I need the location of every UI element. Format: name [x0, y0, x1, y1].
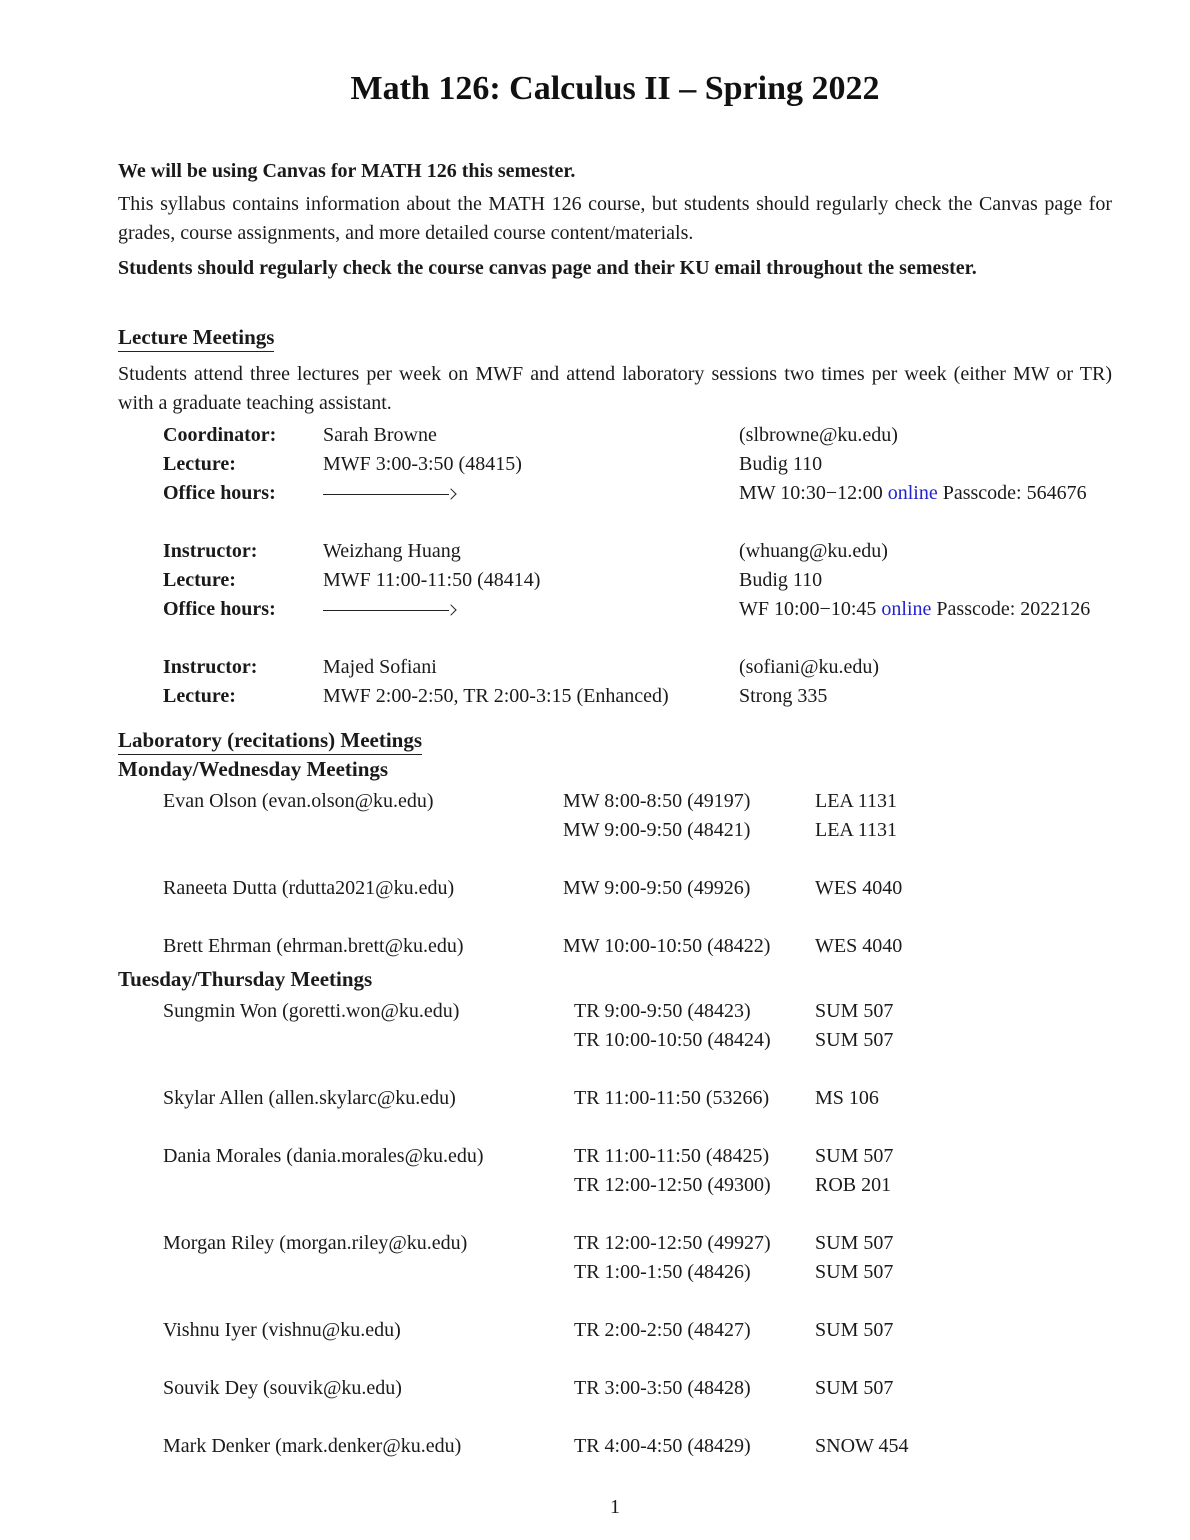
office-hours-line	[739, 598, 1090, 621]
lab-room: SUM 507	[815, 1319, 894, 1341]
lab-room: MS 106	[815, 1087, 879, 1109]
tr-heading: Tuesday/Thursday Meetings	[118, 967, 373, 991]
lab-time: TR 11:00-11:50 (53266)	[574, 1087, 770, 1109]
lab-ta: Mark Denker (mark.denker@ku.edu)	[163, 1435, 462, 1457]
right-arrow-icon	[323, 482, 455, 505]
staff-email[interactable]: (slbrowne@ku.edu)	[739, 424, 898, 446]
lab-room: SUM 507	[815, 1029, 894, 1051]
lab-room: SUM 507	[815, 1377, 894, 1399]
lab-room: LEA 1131	[815, 819, 898, 841]
lecture-description: Students attend three lectures per week on MWF and attend laboratory sessions two times per week (either MW or TR) with a graduate teaching assistant.	[118, 363, 1112, 414]
role-label: Instructor:	[163, 540, 258, 562]
lab-time: MW 8:00-8:50 (49197)	[563, 790, 751, 812]
lab-room: SUM 507	[815, 1232, 894, 1254]
lab-ta: Evan Olson (evan.olson@ku.edu)	[163, 790, 434, 812]
office-hours-label: Office hours:	[163, 598, 276, 620]
lecture-room: Strong 335	[739, 685, 828, 707]
passcode: Passcode: 564676	[942, 482, 1087, 504]
lab-room: SUM 507	[815, 1000, 894, 1022]
lab-room: ROB 201	[815, 1174, 892, 1196]
lab-time: TR 1:00-1:50 (48426)	[574, 1261, 751, 1283]
lab-time: MW 10:00-10:50 (48422)	[563, 935, 771, 957]
lab-time: TR 11:00-11:50 (48425)	[574, 1145, 770, 1167]
office-hours-time: MW 10:30−12:00	[739, 482, 883, 504]
lab-room: LEA 1131	[815, 790, 898, 812]
lab-ta: Raneeta Dutta (rdutta2021@ku.edu)	[163, 877, 455, 899]
lab-ta: Sungmin Won (goretti.won@ku.edu)	[163, 1000, 460, 1022]
staff-name: Weizhang Huang	[323, 540, 461, 562]
role-label: Instructor:	[163, 656, 258, 678]
staff-name: Sarah Browne	[323, 424, 437, 446]
lab-ta: Brett Ehrman (ehrman.brett@ku.edu)	[163, 935, 464, 957]
lab-time: TR 4:00-4:50 (48429)	[574, 1435, 751, 1457]
lab-ta: Vishnu Iyer (vishnu@ku.edu)	[163, 1319, 401, 1341]
lecture-time: MWF 11:00-11:50 (48414)	[323, 569, 541, 591]
syllabus-paragraph: This syllabus contains information about the MATH 126 course, but students should regularly check the Canvas page for grades, course assignments, and more detailed course content/materials.	[118, 193, 1112, 244]
lab-ta: Souvik Dey (souvik@ku.edu)	[163, 1377, 402, 1399]
lab-time: TR 12:00-12:50 (49927)	[574, 1232, 771, 1254]
lab-room: SNOW 454	[815, 1435, 909, 1457]
lecture-label: Lecture:	[163, 569, 236, 591]
staff-name: Majed Sofiani	[323, 656, 437, 678]
online-link[interactable]: online	[881, 598, 932, 620]
lab-time: TR 9:00-9:50 (48423)	[574, 1000, 751, 1022]
lecture-heading: Lecture Meetings	[118, 325, 274, 352]
lab-room: WES 4040	[815, 877, 903, 899]
lecture-time: MWF 2:00-2:50, TR 2:00-3:15 (Enhanced)	[323, 685, 669, 707]
lecture-room: Budig 110	[739, 453, 823, 475]
lab-ta: Skylar Allen (allen.skylarc@ku.edu)	[163, 1087, 456, 1109]
lab-room: SUM 507	[815, 1145, 894, 1167]
office-hours-time: WF 10:00−10:45	[739, 598, 877, 620]
office-hours-label: Office hours:	[163, 482, 276, 504]
lab-time: TR 10:00-10:50 (48424)	[574, 1029, 771, 1051]
mw-heading: Monday/Wednesday Meetings	[118, 757, 389, 781]
lab-ta: Dania Morales (dania.morales@ku.edu)	[163, 1145, 484, 1167]
lab-time: TR 12:00-12:50 (49300)	[574, 1174, 771, 1196]
staff-email[interactable]: (sofiani@ku.edu)	[739, 656, 880, 678]
lab-heading: Laboratory (recitations) Meetings	[118, 728, 422, 755]
lecture-label: Lecture:	[163, 453, 236, 475]
lab-room: WES 4040	[815, 935, 903, 957]
right-arrow-icon	[323, 598, 455, 621]
lab-room: SUM 507	[815, 1261, 894, 1283]
lecture-label: Lecture:	[163, 685, 236, 707]
staff-email[interactable]: (whuang@ku.edu)	[739, 540, 888, 562]
role-label: Coordinator:	[163, 424, 277, 446]
lab-time: TR 3:00-3:50 (48428)	[574, 1377, 751, 1399]
lab-time: MW 9:00-9:50 (48421)	[563, 819, 751, 841]
lab-ta: Morgan Riley (morgan.riley@ku.edu)	[163, 1232, 468, 1254]
page-title: Math 126: Calculus II – Spring 2022	[350, 70, 880, 107]
office-hours-line	[739, 482, 1087, 505]
lecture-time: MWF 3:00-3:50 (48415)	[323, 453, 522, 475]
lecture-room: Budig 110	[739, 569, 823, 591]
page-number: 1	[610, 1496, 620, 1518]
passcode: Passcode: 2022126	[936, 598, 1091, 620]
online-link[interactable]: online	[887, 482, 938, 504]
lab-time: TR 2:00-2:50 (48427)	[574, 1319, 751, 1341]
lab-time: MW 9:00-9:50 (49926)	[563, 877, 751, 899]
check-notice: Students should regularly check the course canvas page and their KU email throughout the semester.	[118, 257, 977, 279]
canvas-notice: We will be using Canvas for MATH 126 this semester.	[118, 160, 576, 182]
